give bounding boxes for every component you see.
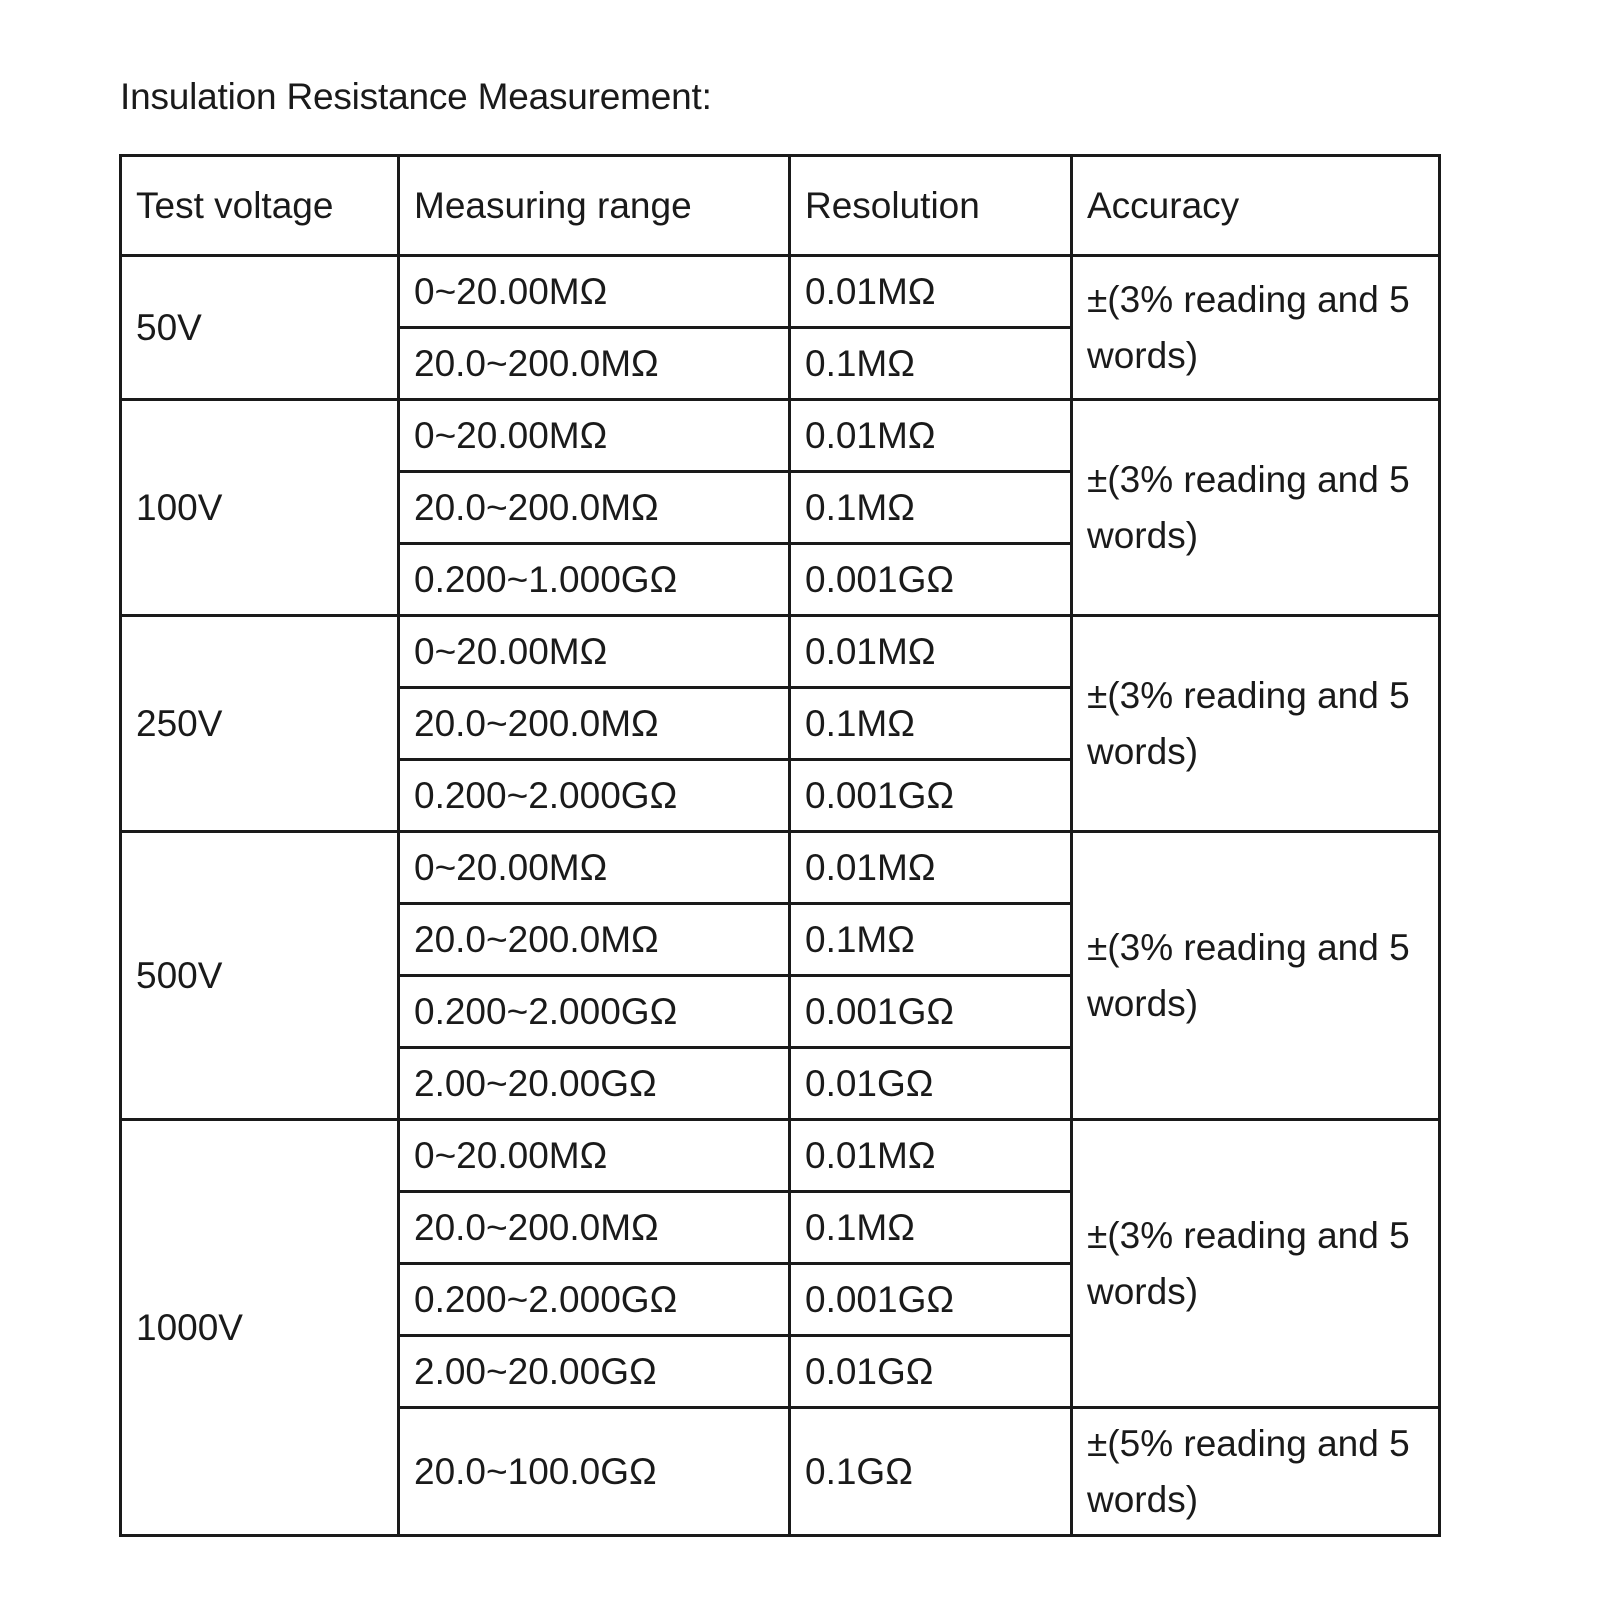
accuracy-cell: ±(3% reading and 5 words) [1072,832,1440,1120]
measuring-range-cell: 0.200~2.000GΩ [399,976,790,1048]
resolution-cell: 0.01MΩ [790,832,1072,904]
resolution-cell: 0.01MΩ [790,1120,1072,1192]
resolution-cell: 0.1GΩ [790,1408,1072,1536]
measuring-range-cell: 0.200~1.000GΩ [399,544,790,616]
measuring-range-cell: 0~20.00MΩ [399,616,790,688]
resolution-cell: 0.001GΩ [790,1264,1072,1336]
measuring-range-cell: 0.200~2.000GΩ [399,1264,790,1336]
measuring-range-cell: 20.0~100.0GΩ [399,1408,790,1536]
test-voltage-cell: 50V [121,256,399,400]
measuring-range-cell: 0.200~2.000GΩ [399,760,790,832]
measuring-range-cell: 2.00~20.00GΩ [399,1336,790,1408]
measuring-range-cell: 0~20.00MΩ [399,832,790,904]
resolution-cell: 0.1MΩ [790,688,1072,760]
test-voltage-cell: 500V [121,832,399,1120]
table-row [121,832,1440,904]
resolution-cell: 0.01GΩ [790,1048,1072,1120]
header-test-voltage: Test voltage [121,156,399,256]
measuring-range-cell: 2.00~20.00GΩ [399,1048,790,1120]
resolution-cell: 0.1MΩ [790,328,1072,400]
resolution-cell: 0.01MΩ [790,256,1072,328]
resolution-cell: 0.001GΩ [790,760,1072,832]
resolution-cell: 0.1MΩ [790,1192,1072,1264]
resolution-cell: 0.001GΩ [790,544,1072,616]
accuracy-cell: ±(3% reading and 5 words) [1072,400,1440,616]
table-row [121,400,1440,472]
table-row [121,616,1440,688]
measuring-range-cell: 20.0~200.0MΩ [399,472,790,544]
header-measuring-range: Measuring range [399,156,790,256]
accuracy-cell: ±(3% reading and 5 words) [1072,256,1440,400]
page-heading: Insulation Resistance Measurement: [120,76,712,117]
measuring-range-cell: 20.0~200.0MΩ [399,1192,790,1264]
resolution-cell: 0.001GΩ [790,976,1072,1048]
test-voltage-cell: 1000V [121,1120,399,1536]
measuring-range-cell: 20.0~200.0MΩ [399,328,790,400]
accuracy-cell: ±(3% reading and 5 words) [1072,616,1440,832]
table-header-row [121,156,1440,256]
measuring-range-cell: 0~20.00MΩ [399,256,790,328]
accuracy-cell: ±(3% reading and 5 words) [1072,1120,1440,1408]
resolution-cell: 0.01MΩ [790,400,1072,472]
resolution-cell: 0.1MΩ [790,904,1072,976]
table-row [121,256,1440,328]
accuracy-cell: ±(5% reading and 5 words) [1072,1408,1440,1536]
resolution-cell: 0.1MΩ [790,472,1072,544]
measuring-range-cell: 0~20.00MΩ [399,1120,790,1192]
insulation-resistance-table [119,154,1441,1537]
table-row [121,1120,1440,1192]
measuring-range-cell: 0~20.00MΩ [399,400,790,472]
measuring-range-cell: 20.0~200.0MΩ [399,688,790,760]
header-resolution: Resolution [790,156,1072,256]
header-accuracy: Accuracy [1072,156,1440,256]
resolution-cell: 0.01GΩ [790,1336,1072,1408]
test-voltage-cell: 100V [121,400,399,616]
test-voltage-cell: 250V [121,616,399,832]
measuring-range-cell: 20.0~200.0MΩ [399,904,790,976]
resolution-cell: 0.01MΩ [790,616,1072,688]
